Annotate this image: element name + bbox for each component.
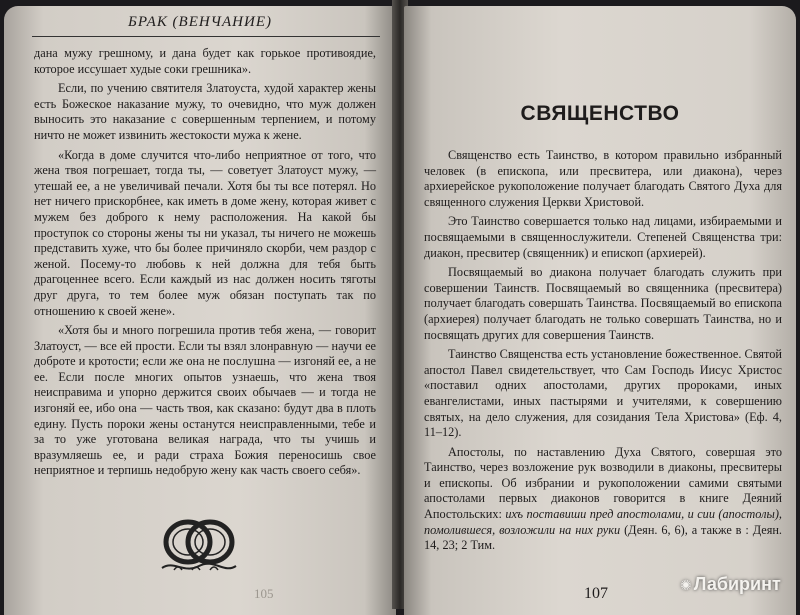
paragraph: Священство есть Таинство, в котором правильно избранный человек (в епископа, или пресвитера, или диакона), через архиерейское рукоположение получает благодать Святого Духа для священного служения Церкви Христовой.: [424, 148, 782, 209]
paragraph-text: Апостолы, по наставлению Духа Святого, совершая это Таинство, через возложение рук возводили в диаконы, пресвитеры и епископы. Об избрании и рукоположении самими святыми апостолами первых диаконов говорится в книге Деяний Апостольских:: [424, 444, 782, 522]
citation: (Деян. 6, 6), а также в : Деян. 14, 23; 2 Тим.: [424, 522, 783, 553]
right-page: [404, 6, 796, 615]
header-rule: [32, 36, 380, 37]
left-page: [4, 6, 396, 615]
paragraph: [424, 445, 782, 554]
paragraph: Это Таинство совершается только над лицами, избираемыми и посвящаемыми в священнослужители. Степеней Священства три: диакон, пресвитер (священник) и епископ (архиерей).: [424, 214, 782, 260]
labyrinth-logo-icon: ✺: [680, 577, 692, 593]
right-page-text: [424, 148, 782, 558]
paragraph: «Хотя бы и много погрешила против тебя жена, — говорит Златоуст, — все ей прости. Если ты взял злонравную — научи ее доброте и кротости; если же она не послушна — изгоняй ее, а не ее. Если после многих опытов узнаешь, что жена твоя неисправима и упорно держится своих обычаев — и тогда не изгоняй ее, ибо она — часть твоя, как сказано: будут два в плоть едину. Пусть пороки жены останутся неисправленными, тебе и за то уже уготована великая награда, что ты учишь и вразумляешь ее, и ради страха Божия переносишь свое неприятное и терпишь недобрую жену как часть своего себя».: [34, 323, 376, 478]
paragraph: Если, по учению святителя Златоуста, худой характер жены есть Божеское наказание мужу, то очевидно, что муж должен выносить это наказание с совершенным терпением, и потому ничто не может извинить жестокости мужа к жене.: [34, 81, 376, 142]
page-number: 107: [584, 585, 608, 602]
wedding-rings-icon: [154, 512, 244, 578]
bleed-through-page-number: 105: [254, 586, 274, 601]
paragraph: Посвящаемый во диакона получает благодать служить при совершении Таинств. Посвящаемый во священника (пресвитера) получает благодать совершать Таинства. Посвящаемый во епископа (архиерея) получает благодать не только совершать Таинства, но и посвящать других для совершения Таинств.: [424, 265, 782, 342]
italic-quote: ихъ поставиши пред апостолами, и сии (апостолы), помолившеся, возложили на них руки: [424, 507, 782, 537]
paragraph: Таинство Священства есть установление божественное. Святой апостол Павел свидетельствует, что Сам Господь Иисус Христос «поставил одних апостолами, других пророками, иных евангелистами, иных пастырями и учителями, к совершению святых, на дело служения, для созидания Тела Христова» (Еф. 4, 11–12).: [424, 347, 782, 440]
paragraph: дана мужу грешному, и дана будет как горькое противоядие, которое иссушает худые соки грешника».: [34, 46, 376, 76]
watermark: [680, 574, 781, 595]
paragraph: «Когда в доме случится что-либо неприятное от того, что жена твоя погрешает, тогда ты, — советует Златоуст мужу, — утешай ее, а не увеличивай печали. Хотя бы ты все потерял. Но нет ничего прискорбнее, как иметь в доме жену, которая живет с мужем без доброго к нему расположения. На какой бы проступок со стороны жены ты ни указал, ты ничего не можешь представить хуже, что бы более причиняло скорби, чем раздор с женой. Посему-то любовь к ней должна для тебя быть драгоценнее всего. Если каждый из нас должен носить тяготы друг друга, то тем более муж обязан поступать так по отношению к своей жене».: [34, 147, 376, 318]
left-page-text: [34, 46, 376, 483]
watermark-text: Лабиринт: [693, 574, 781, 594]
running-head: БРАК (ВЕНЧАНИЕ): [127, 14, 273, 30]
chapter-title: СВЯЩЕНСТВО: [520, 102, 680, 125]
